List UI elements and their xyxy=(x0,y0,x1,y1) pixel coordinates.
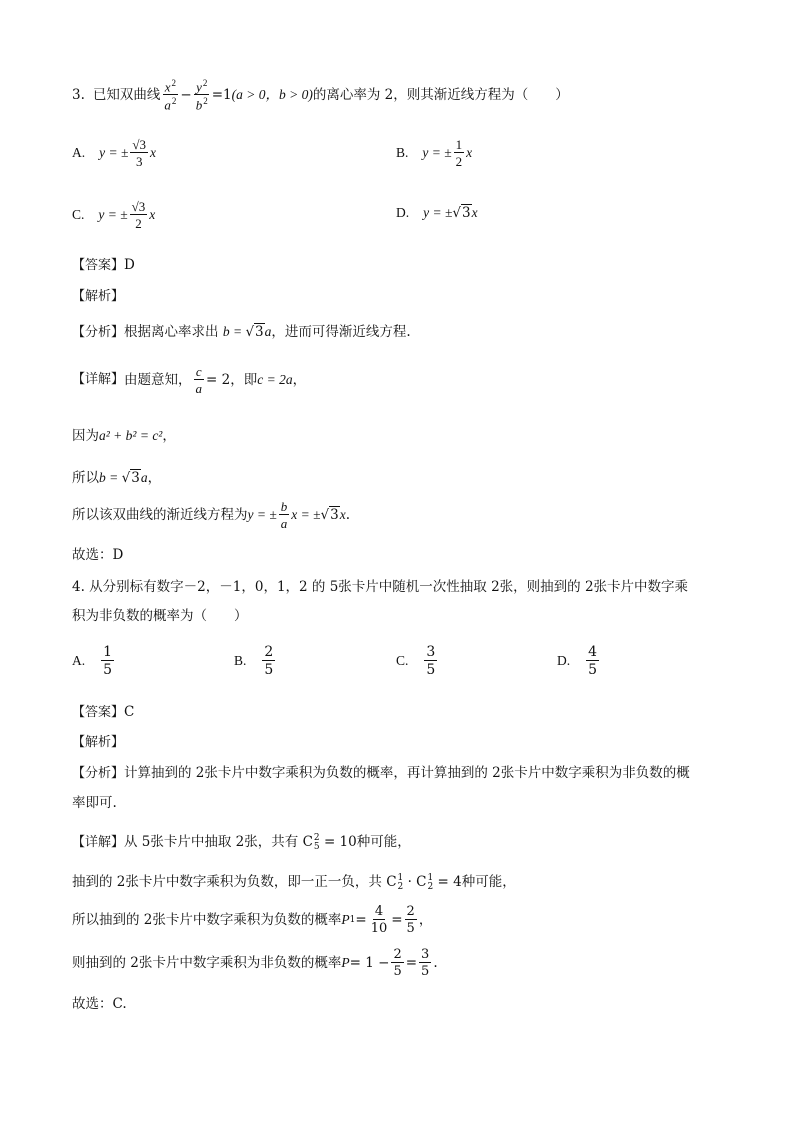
q3-xiangjie-3: 所以b = √3a， xyxy=(72,470,162,486)
q3-stem-prefix: 已知双曲线 xyxy=(92,87,161,103)
q3-hyperbola-x-term: $\frac{x^2}{a^2}$ xyxy=(164,77,177,113)
q4-fenxi-line2: 率即可. xyxy=(72,795,117,811)
q3-option-d: D. y = ± √3 x xyxy=(396,205,478,221)
q4-option-c: C. $\frac{3}{5}$ xyxy=(396,644,436,678)
q3-answer: 【答案】D xyxy=(72,257,135,273)
q3-equation-rhs: =1 xyxy=(211,87,232,103)
q3-option-b: B. y = ± $\frac{1}{2}$ x xyxy=(396,137,473,169)
q3-xiangjie-4: 所以该双曲线的渐近线方程为 y = ± $\frac{b}{a}$ x = ± √3 x . xyxy=(72,499,351,531)
q4-option-b: B. $\frac{2}{5}$ xyxy=(234,644,274,678)
q3-number: 3. xyxy=(72,87,85,103)
q3-option-c: C. y = ± $\frac{√3}{2}$ x xyxy=(72,199,156,231)
q3-xiangjie-1: 【详解】 由题意知， $\frac{c}{a}$ = 2 ，即 c = 2a ， xyxy=(72,364,307,396)
q3-stem-suffix: 的离心率为 2，则其渐近线方程为（ ） xyxy=(312,87,569,103)
q4-xiangjie-4: 则抽到的 2张卡片中数字乘积为非负数的概率 P = 1 − $\frac{2}{5}$ = $\frac{3}{5}$ . xyxy=(72,947,438,979)
q3-option-a: A. y = ± $\frac{√3}{3}$ x xyxy=(72,137,157,169)
q4-fenxi-line1: 【分析】计算抽到的 2张卡片中数字乘积为负数的概率，再计算抽到的 2张卡片中数字乘积为非负数的概 xyxy=(72,765,690,781)
q4-choose: 故选：C. xyxy=(72,996,127,1012)
q3-stem: 3. 已知双曲线 $\frac{x^2}{a^2}$ − $\frac{y^2}{b^2}$ =1 (a > 0，b > 0) 的离心率为 2，则其渐近线方程为（ ） xyxy=(72,77,569,113)
q4-answer: 【答案】C xyxy=(72,704,135,720)
q3-condition: (a > 0，b > 0) xyxy=(231,87,313,102)
q4-stem-line2: 积为非负数的概率为（ ） xyxy=(72,608,248,624)
q3-choose: 故选：D xyxy=(72,547,124,563)
q3-fenxi: 【分析】根据离心率求出 b = √3a，进而可得渐近线方程. xyxy=(72,324,411,340)
q4-option-a: A. $\frac{1}{5}$ xyxy=(72,644,113,678)
q3-xiangjie-2: 因为a² + b² = c²， xyxy=(72,428,176,444)
q4-xiangjie-1: 【详解】从 5张卡片中抽取 2张，共有 C 2 5 = 10种可能， xyxy=(72,832,411,852)
q4-analysis-heading: 【解析】 xyxy=(72,735,125,750)
q3-hyperbola-y-term: $\frac{y^2}{b^2}$ xyxy=(195,77,208,113)
q4-stem-line1: 4. 从分别标有数字－2，－1，0，1，2 的 5张卡片中随机一次性抽取 2张，则抽到的 2张卡片中数字乘 xyxy=(72,579,689,595)
q4-option-d: D. $\frac{4}{5}$ xyxy=(557,644,598,678)
q4-xiangjie-3: 所以抽到的 2张卡片中数字乘积为负数的概率 P 1 = $\frac{4}{10}$ = $\frac{2}{5}$ ， xyxy=(72,904,433,936)
q3-analysis-heading: 【解析】 xyxy=(72,289,125,304)
q4-xiangjie-2: 抽到的 2张卡片中数字乘积为负数，即一正一负，共 C 1 2 · C 1 2 = 4种可能， xyxy=(72,872,516,892)
